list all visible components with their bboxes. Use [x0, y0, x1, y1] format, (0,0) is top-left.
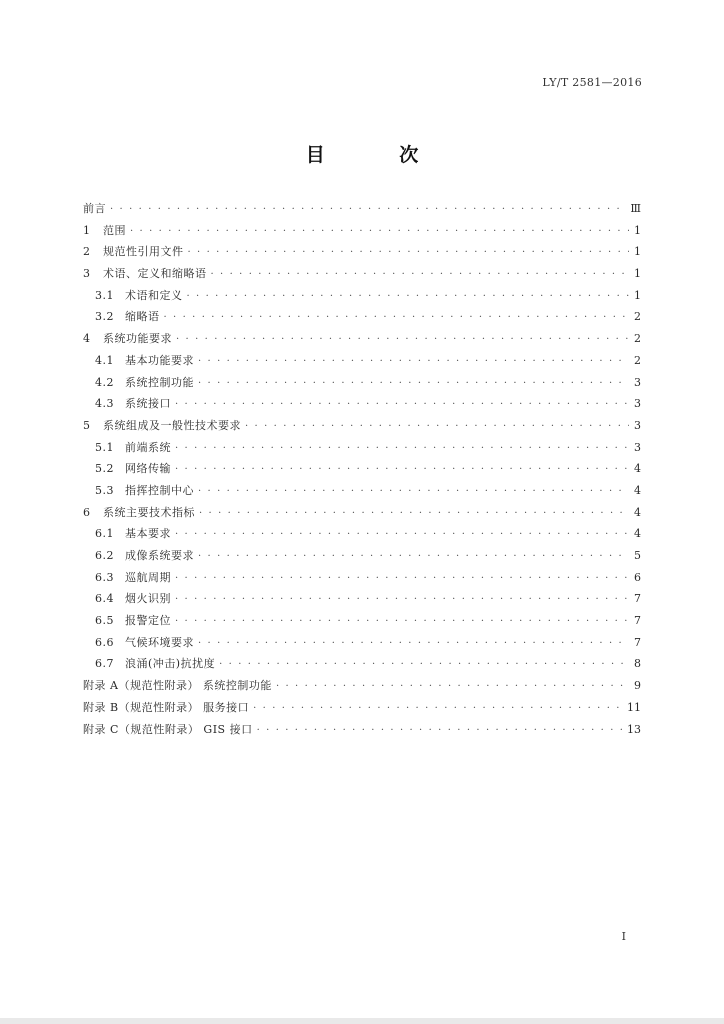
toc-entry[interactable] [83, 502, 641, 524]
toc-entry-label [83, 697, 249, 719]
toc-entry[interactable] [83, 220, 641, 242]
toc-entry-page: 2 [634, 353, 641, 367]
dot-leader [164, 307, 630, 329]
toc-entry-label [95, 567, 171, 589]
toc-entry-text: 前端系统 [125, 440, 171, 454]
toc-entry-number: 6.3 [95, 570, 114, 584]
page-number: I [621, 930, 626, 943]
toc-entry-text: 缩略语 [125, 310, 160, 324]
toc-entry-label [95, 632, 194, 654]
dot-leader [245, 416, 629, 438]
toc-entry-text: 巡航周期 [125, 570, 171, 584]
toc-entry-text: 系统功能要求 [103, 332, 172, 346]
toc-entry-label [83, 198, 106, 220]
toc-entry[interactable] [83, 415, 641, 437]
dot-leader [219, 654, 629, 676]
toc-entry-text: 基本要求 [125, 527, 171, 541]
dot-leader [175, 524, 629, 546]
toc-entry[interactable] [83, 610, 641, 632]
toc-entry-label [83, 415, 241, 437]
toc-entry-text: 基本功能要求 [125, 353, 194, 367]
toc-entry-text: 系统接口 [125, 397, 171, 411]
toc-entry-page: 9 [634, 679, 641, 693]
toc-entry[interactable] [83, 306, 641, 328]
toc-entry-text: 气候环境要求 [125, 635, 194, 649]
toc-entry[interactable] [83, 545, 641, 567]
dot-leader [198, 481, 629, 503]
dot-leader [199, 503, 629, 525]
toc-entry-number: 6.6 [95, 635, 114, 649]
toc-entry-number: 3 [83, 267, 91, 281]
toc-entry-label [95, 285, 183, 307]
toc-entry-label [95, 372, 194, 394]
toc-entry[interactable] [83, 523, 641, 545]
toc-entry-number: 4.1 [95, 353, 114, 367]
toc-entry-number: 1 [83, 223, 91, 237]
dot-leader [257, 720, 623, 742]
toc-entry-text: 附录 A（规范性附录） 系统控制功能 [83, 679, 272, 693]
toc-entry[interactable] [83, 285, 641, 307]
toc-entry-number: 5.1 [95, 440, 114, 454]
dot-leader [198, 546, 629, 568]
toc-entry-label [95, 523, 171, 545]
toc-entry-number: 3.2 [95, 310, 114, 324]
toc-entry-page: 1 [634, 245, 641, 259]
toc-entry-label [95, 350, 194, 372]
toc-entry-text: 附录 B（规范性附录） 服务接口 [83, 700, 250, 714]
toc-entry-page: 11 [627, 700, 641, 714]
toc-entry-number: 6.5 [95, 614, 114, 628]
toc-entry-page: 4 [634, 462, 641, 476]
toc-entry-page: 1 [634, 288, 641, 302]
toc-entry[interactable] [83, 393, 641, 415]
toc-entry-page: 5 [634, 549, 641, 562]
toc-entry-number: 3.1 [95, 288, 114, 302]
toc-entry-number: 6.4 [95, 592, 114, 606]
toc-entry[interactable] [83, 241, 641, 263]
toc-entry-text: 系统控制功能 [125, 375, 194, 389]
toc-entry-text: 烟火识别 [125, 592, 171, 606]
toc-entry-label [95, 610, 171, 632]
dot-leader [198, 373, 629, 395]
toc-entry-label [95, 545, 194, 567]
toc-entry-label [83, 675, 272, 697]
toc-entry-label [83, 328, 172, 350]
dot-leader [175, 568, 629, 590]
toc-entry-number: 6 [83, 505, 91, 519]
toc-entry[interactable] [83, 350, 641, 372]
toc-entry-text: 规范性引用文件 [103, 245, 184, 259]
toc-entry-page: 4 [634, 505, 641, 519]
dot-leader [175, 438, 629, 460]
toc-entry-text: 系统主要技术指标 [103, 505, 195, 519]
toc-entry-page: 4 [634, 483, 641, 497]
toc-entry-number: 6.7 [95, 657, 114, 671]
toc-entry-text: 成像系统要求 [125, 549, 194, 562]
standard-code: LY/T 2581—2016 [542, 76, 642, 89]
dot-leader [198, 633, 629, 655]
dot-leader [110, 199, 626, 221]
toc-entry-label [95, 437, 171, 459]
dot-leader [211, 264, 630, 286]
toc-entry-page: 1 [634, 223, 641, 237]
toc-entry-text: 前言 [83, 202, 106, 215]
toc-entry[interactable] [83, 653, 641, 675]
toc-entry-label [95, 393, 171, 415]
toc-entry-page: 6 [634, 570, 641, 584]
dot-leader [176, 329, 629, 351]
toc-entry-label [83, 241, 184, 263]
toc-entry[interactable] [83, 675, 641, 697]
toc-entry-text: 浪涌(冲击)抗扰度 [125, 657, 216, 671]
toc-entry-text: 术语、定义和缩略语 [103, 267, 207, 281]
toc-entry[interactable] [83, 263, 641, 285]
toc-entry-number: 5 [83, 418, 91, 432]
toc-entry-page: 7 [634, 635, 641, 649]
toc-entry[interactable] [83, 458, 641, 480]
toc-entry-label [95, 306, 160, 328]
toc-entry-page: Ⅲ [630, 202, 641, 215]
toc-entry-page: 3 [634, 375, 641, 389]
toc-entry-text: 术语和定义 [125, 288, 183, 302]
toc-entry-label [95, 653, 215, 675]
toc-entry-text: 附录 C（规范性附录） GIS 接口 [83, 722, 253, 736]
toc-entry[interactable] [83, 697, 641, 719]
toc-entry-page: 3 [634, 418, 641, 432]
table-of-contents [83, 198, 641, 740]
toc-entry-label [83, 719, 253, 741]
toc-entry[interactable] [83, 632, 641, 654]
dot-leader [130, 221, 629, 243]
toc-entry-number: 5.2 [95, 462, 114, 476]
toc-entry[interactable] [83, 328, 641, 350]
toc-entry-page: 2 [634, 332, 641, 346]
toc-entry-page: 4 [634, 527, 641, 541]
toc-entry-text: 系统组成及一般性技术要求 [103, 418, 241, 432]
dot-leader [276, 676, 629, 698]
dot-leader [188, 242, 630, 264]
toc-entry-page: 1 [634, 267, 641, 281]
toc-entry[interactable] [83, 588, 641, 610]
toc-entry-text: 报警定位 [125, 614, 171, 628]
dot-leader [175, 589, 629, 611]
toc-entry[interactable] [83, 437, 641, 459]
toc-entry[interactable] [83, 719, 641, 741]
toc-entry[interactable] [83, 480, 641, 502]
toc-entry-page: 3 [634, 397, 641, 411]
toc-entry-number: 4.2 [95, 375, 114, 389]
toc-entry-number: 4.3 [95, 397, 114, 411]
toc-entry-page: 7 [634, 614, 641, 628]
dot-leader [175, 394, 629, 416]
dot-leader [253, 698, 623, 720]
toc-entry[interactable] [83, 198, 641, 220]
dot-leader [175, 459, 629, 481]
toc-entry-text: 范围 [103, 223, 126, 237]
toc-entry-number: 5.3 [95, 483, 114, 497]
toc-entry[interactable] [83, 372, 641, 394]
toc-entry-number: 6.1 [95, 527, 114, 541]
toc-entry-label [83, 263, 207, 285]
toc-entry-label [95, 480, 194, 502]
dot-leader [187, 286, 630, 308]
toc-entry-label [95, 588, 171, 610]
toc-entry-page: 7 [634, 592, 641, 606]
toc-entry-number: 2 [83, 245, 91, 259]
toc-entry-label [95, 458, 171, 480]
toc-entry-page: 3 [634, 440, 641, 454]
toc-entry-number: 6.2 [95, 549, 114, 562]
toc-entry-text: 网络传输 [125, 462, 171, 476]
toc-entry-number: 4 [83, 332, 91, 346]
toc-entry-label [83, 220, 126, 242]
page-title: 目 次 [305, 144, 453, 166]
toc-entry-page: 8 [634, 657, 641, 671]
toc-entry-label [83, 502, 195, 524]
toc-entry[interactable] [83, 567, 641, 589]
toc-entry-page: 2 [634, 310, 641, 324]
toc-entry-page: 13 [627, 722, 641, 736]
toc-entry-text: 指挥控制中心 [125, 483, 194, 497]
dot-leader [198, 351, 629, 373]
dot-leader [175, 611, 629, 633]
